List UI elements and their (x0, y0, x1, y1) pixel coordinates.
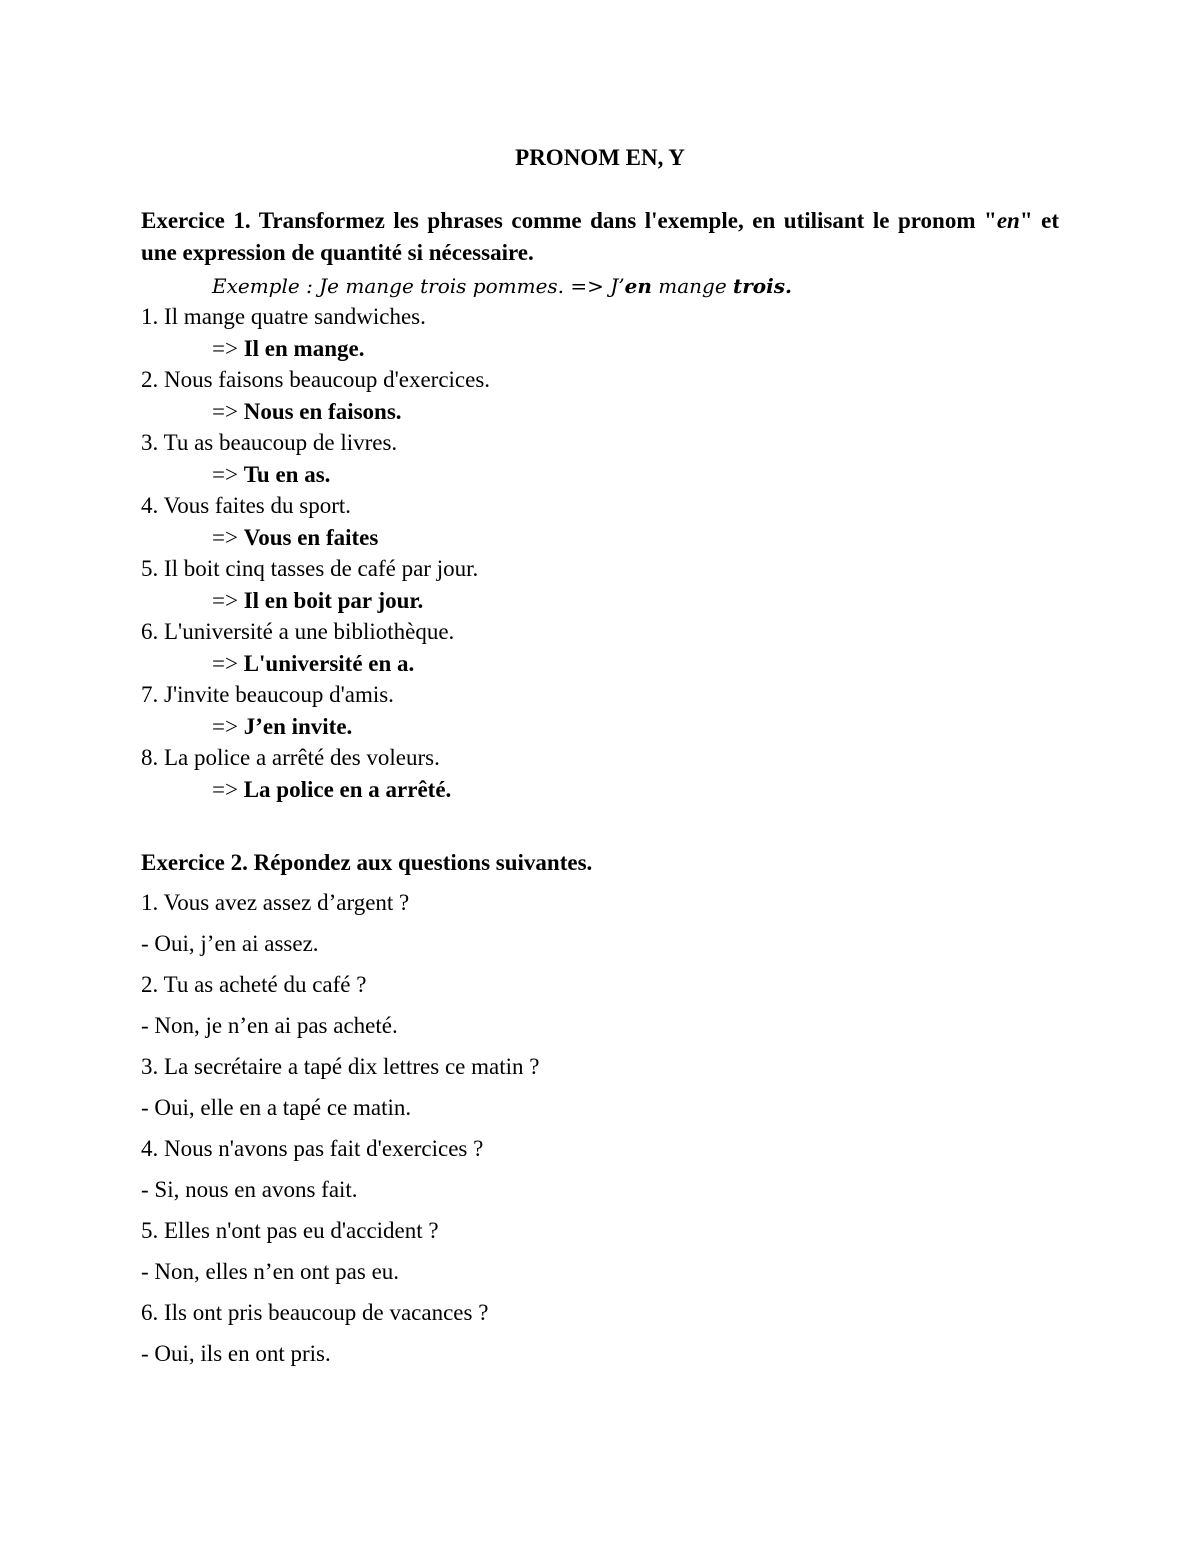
ex1-item-4-answer (212, 523, 378, 553)
ex1-item-2-answer (212, 397, 402, 427)
ex2-item-5-question: 5. Elles n'ont pas eu d'accident ? (141, 1218, 439, 1243)
ex2-item-4-question: 4. Nous n'avons pas fait d'exercices ? (141, 1136, 484, 1161)
exercise1-heading (141, 205, 1059, 269)
ex2-item-6-question: 6. Ils ont pris beaucoup de vacances ? (141, 1300, 489, 1325)
example-en: en (624, 274, 652, 298)
ex1-item-5-sentence: 5. Il boit cinq tasses de café par jour. (141, 556, 479, 581)
ex1-item-6-sentence: 6. L'université a une bibliothèque. (141, 619, 455, 644)
ex2-item-6-answer: - Oui, ils en ont pris. (141, 1341, 331, 1366)
exercise1-heading-em: en (996, 208, 1020, 233)
arrow: => (212, 651, 244, 676)
document-title: PRONOM EN, Y (515, 145, 685, 170)
answer-text: La police en a arrêté. (243, 777, 452, 802)
answer-text: L'université en a. (243, 651, 415, 676)
ex1-item-7-answer (212, 712, 352, 742)
ex1-item-3-answer (212, 460, 330, 490)
arrow: => (212, 525, 244, 550)
exercise2-heading: Exercice 2. Répondez aux questions suivantes. (141, 850, 593, 875)
ex1-item-8-answer (212, 775, 451, 805)
arrow: => (212, 588, 244, 613)
answer-text: Nous en faisons. (243, 399, 402, 424)
answer-text: J’en invite. (243, 714, 353, 739)
ex2-item-4-answer: - Si, nous en avons fait. (141, 1177, 358, 1202)
arrow: => (212, 714, 244, 739)
answer-text: Tu en as. (243, 462, 331, 487)
answer-text: Vous en faites (243, 525, 379, 550)
arrow: => (212, 777, 244, 802)
answer-text: Il en boit par jour. (243, 588, 424, 613)
example-middle: mange (651, 274, 734, 298)
ex1-item-1-answer (212, 334, 364, 364)
answer-text: Il en mange. (243, 336, 365, 361)
ex2-item-3-answer: - Oui, elle en a tapé ce matin. (141, 1095, 412, 1120)
ex2-item-1-answer: - Oui, j’en ai assez. (141, 931, 319, 956)
ex1-item-8-sentence: 8. La police a arrêté des voleurs. (141, 745, 440, 770)
exercise1-example (212, 271, 792, 301)
exercise1-heading-part2: " et une expression de quantité si nécessaire. (141, 208, 1059, 265)
ex2-item-2-question: 2. Tu as acheté du café ? (141, 972, 367, 997)
example-suffix: . (785, 274, 792, 298)
arrow: => (212, 399, 244, 424)
arrow: => (212, 462, 244, 487)
ex1-item-2-sentence: 2. Nous faisons beaucoup d'exercices. (141, 367, 491, 392)
ex1-item-1-sentence: 1. Il mange quatre sandwiches. (141, 304, 426, 329)
example-trois: trois (733, 274, 786, 298)
ex2-item-2-answer: - Non, je n’en ai pas acheté. (141, 1013, 398, 1038)
ex1-item-6-answer (212, 649, 414, 679)
arrow: => (212, 336, 244, 361)
ex1-item-3-sentence: 3. Tu as beaucoup de livres. (141, 430, 398, 455)
ex2-item-5-answer: - Non, elles n’en ont pas eu. (141, 1259, 400, 1284)
ex2-item-1-question: 1. Vous avez assez d’argent ? (141, 890, 410, 915)
ex2-item-3-question: 3. La secrétaire a tapé dix lettres ce matin ? (141, 1054, 540, 1079)
ex1-item-7-sentence: 7. J'invite beaucoup d'amis. (141, 682, 394, 707)
ex1-item-5-answer (212, 586, 423, 616)
ex1-item-4-sentence: 4. Vous faites du sport. (141, 493, 351, 518)
example-prefix: Exemple : Je mange trois pommes. => J’ (212, 274, 625, 298)
exercise1-heading-part1: Exercice 1. Transformez les phrases comme dans l'exemple, en utilisant le pronom " (141, 208, 997, 233)
